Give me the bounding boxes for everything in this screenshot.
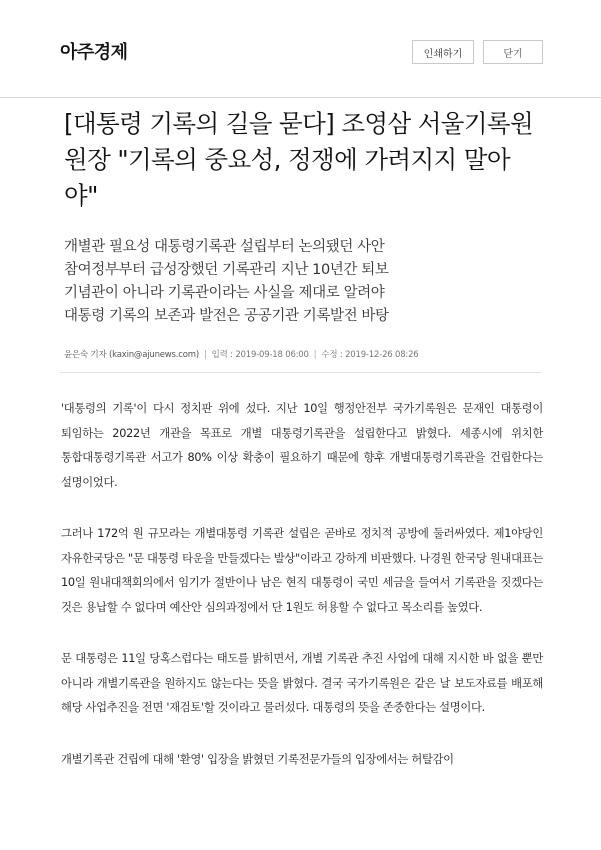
close-button[interactable]: 닫기	[483, 40, 543, 64]
published-date: 입력 : 2019-09-18 06:00	[211, 350, 309, 360]
article-subtitles	[64, 236, 544, 328]
body-paragraph: '대통령의 기록'이 다시 정치판 위에 섰다. 지난 10일 행정안전부 국가기록원은 문재인 대통령이 퇴임하는 2022년 개관을 목표로 개별 대통령기록관을 설립한다고 밝혔다. 세종시에 위치한 통합대통령기록관 서고가 80% 이상 확충이 필요하기 때문에 향후 개별대통령기록관을 건립한다는 설명이었다.	[61, 402, 543, 489]
site-header	[0, 0, 601, 98]
author-info: 윤은숙 기자 (kaxin@ajunews.com)	[64, 350, 199, 360]
subtitle-line: 대통령 기록의 보존과 발전은 공공기관 기록발전 바탕	[64, 308, 389, 324]
body-paragraph: 개별기록관 건립에 대해 '환영' 입장을 밝혔던 기록전문가들의 입장에서는 허탈감이	[61, 752, 454, 766]
article-byline	[64, 348, 419, 360]
article-title: [대통령 기록의 길을 묻다] 조영삼 서울기록원 원장 "기록의 중요성, 정쟁에 가려지지 말아야"	[64, 109, 534, 210]
site-logo[interactable]: 아주경제	[60, 42, 128, 63]
subtitle-line: 개별관 필요성 대통령기록관 설립부터 논의됐던 사안	[64, 239, 385, 255]
body-paragraph: 그러나 172억 원 규모라는 개별대통령 기록관 설립은 곧바로 정치적 공방에 둘러싸였다. 제1야당인 자유한국당은 "문 대통령 타운을 만들겠다는 발상"이라고 강하게 비판했다. 나경원 한국당 원내대표는 10일 원내대책회의에서 임기가 절반이나 남은 현직 대통령이 국민 세금을 들여서 기록관을 짓겠다는 것은 용납할 수 없다며 예산안 심의과정에서 단 1원도 허용할 수 없다고 목소리를 높였다.	[61, 527, 543, 614]
article-body	[61, 397, 543, 799]
body-paragraph: 문 대통령은 11일 당혹스럽다는 태도를 밝히면서, 개별 기록관 추진 사업에 대해 지시한 바 없을 뿐만 아니라 개별기록관을 원하지도 않는다는 뜻을 밝혔다. 결국 국가기록원은 같은 날 보도자료를 배포해 해당 사업추진을 전면 '재검토'할 것이라고 물러섰다. 대통령의 뜻을 존중한다는 설명이다.	[61, 652, 543, 714]
byline-separator: |	[203, 350, 207, 360]
print-button[interactable]: 인쇄하기	[412, 40, 474, 64]
subtitle-line: 기념관이 아니라 기록관이라는 사실을 제대로 알려야	[64, 285, 385, 301]
subtitle-line: 참여정부부터 급성장했던 기록관리 지난 10년간 퇴보	[64, 262, 389, 278]
header-divider	[60, 372, 541, 373]
modified-date: 수정 : 2019-12-26 08:26	[321, 350, 419, 360]
byline-separator: |	[313, 350, 317, 360]
